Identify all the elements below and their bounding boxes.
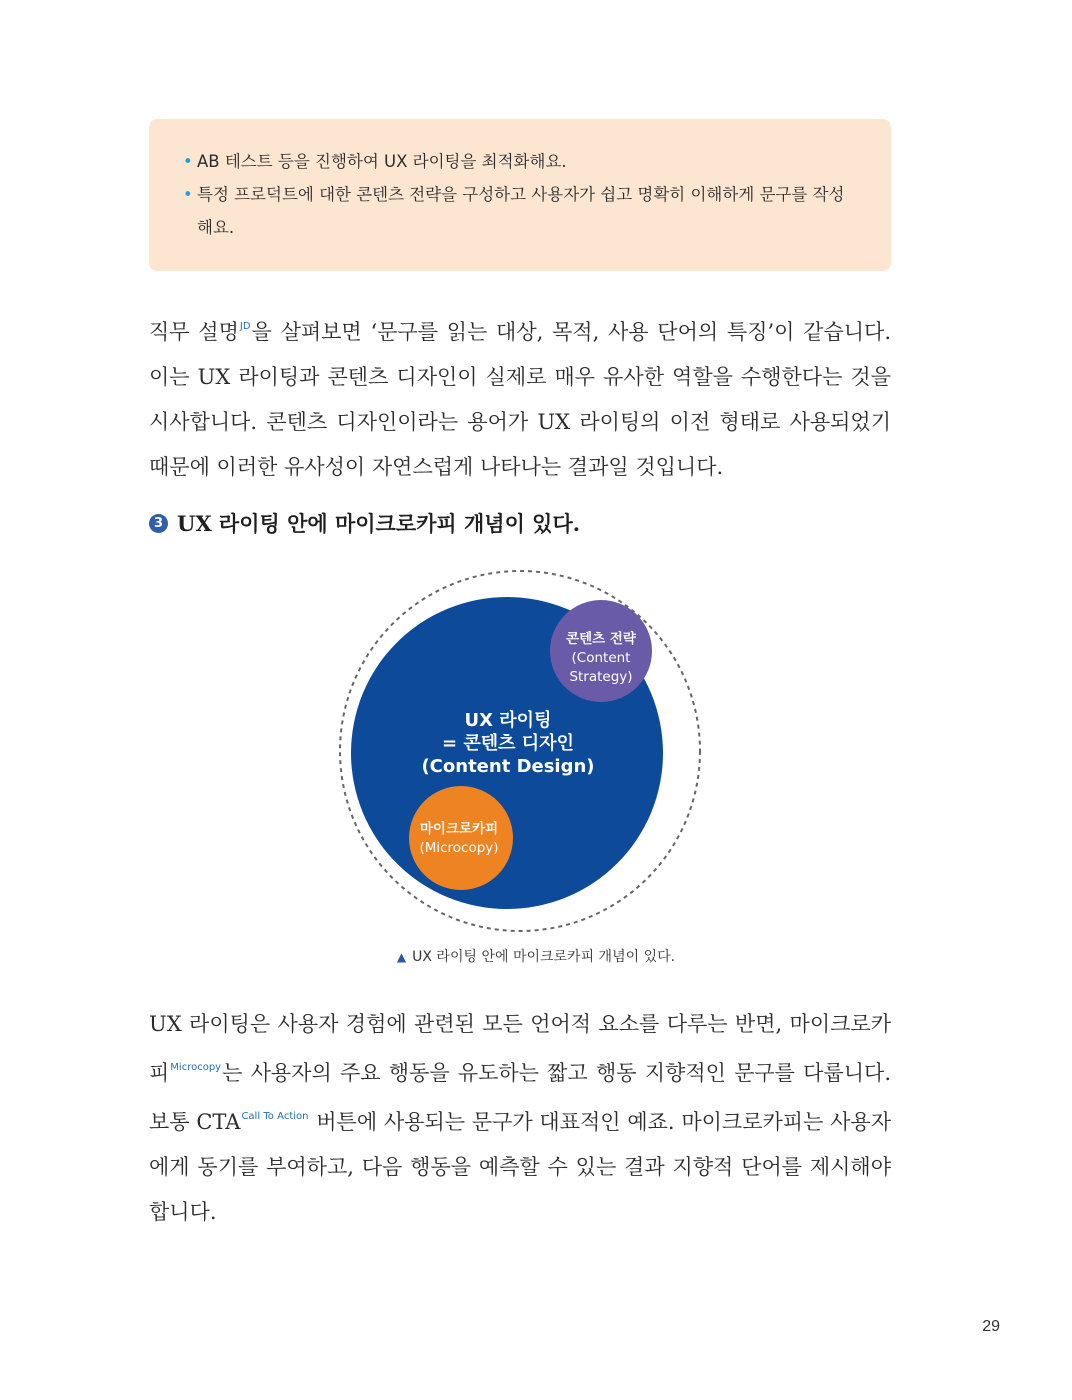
footnote-jd: JD — [239, 321, 251, 332]
callout-box — [149, 119, 891, 271]
paragraph-microcopy — [149, 1002, 891, 1235]
callout-item — [183, 178, 861, 244]
callout-item-text: AB 테스트 등을 진행하여 UX 라이팅을 최적화해요. — [197, 152, 567, 171]
paragraph-text: 을 살펴보면 ‘문구를 읽는 대상, 목적, 사용 단어의 특징’이 같습니다. 이는 UX 라이팅과 콘텐츠 디자인이 실제로 매우 유사한 역할을 수행한다는 것을 시사합니다. 콘텐츠 디자인이라는 용어가 UX 라이팅의 이전 형태로 사용되었기 때문에 이러한 유사성이 자연스럽게 나타나는 결과일 것입니다. — [149, 320, 891, 479]
paragraph-text: 버튼에 사용되는 문구가 대표적인 예죠. 마이크로카피는 사용자에게 동기를 부여하고, 다음 행동을 예측할 수 있는 결과 지향적 단어를 제시해야 합니다. — [149, 1110, 891, 1224]
callout-list — [183, 145, 861, 244]
paragraph-job-description — [149, 306, 891, 490]
ux-writing-label-line2: = 콘텐츠 디자인 — [442, 733, 574, 754]
bullet-icon: • — [183, 185, 193, 204]
bullet-icon: • — [183, 152, 193, 171]
callout-item — [183, 145, 861, 178]
paragraph-text: UX 라이팅은 사용자 경험에 관련된 모든 언어적 요소를 다루는 반면, 마이크로카피 — [149, 1012, 891, 1085]
content-strategy-label-line1: 콘텐츠 전략 — [566, 631, 636, 647]
paragraph-text: 직무 설명 — [149, 320, 239, 344]
paragraph-text: 는 사용자의 주요 행동을 유도하는 짧고 행동 지향적인 문구를 다룹니다. 보통 CTA — [149, 1061, 891, 1134]
ux-writing-label-line3: (Content Design) — [421, 756, 595, 777]
figure-caption — [0, 946, 1072, 966]
section-number-badge: 3 — [149, 514, 168, 533]
section-heading-text: UX 라이팅 안에 마이크로카피 개념이 있다. — [177, 511, 581, 536]
footnote-microcopy: Microcopy — [170, 1062, 222, 1073]
section-heading — [149, 508, 580, 538]
callout-item-text: 특정 프로덕트에 대한 콘텐츠 전략을 구성하고 사용자가 쉽고 명확히 이해하게 문구를 작성 해요. — [197, 185, 845, 237]
microcopy-label-line1: 마이크로카피 — [419, 821, 499, 837]
venn-diagram — [330, 565, 710, 940]
microcopy-circle — [409, 786, 513, 890]
footnote-cta: Call To Action — [241, 1111, 309, 1122]
caption-triangle-icon: ▲ — [396, 950, 407, 964]
caption-text: UX 라이팅 안에 마이크로카피 개념이 있다. — [412, 949, 676, 965]
page-number: 29 — [982, 1318, 1000, 1335]
ux-writing-label-line1: UX 라이팅 — [464, 710, 552, 731]
content-strategy-label-line2: (Content — [571, 650, 631, 666]
microcopy-label-line2: (Microcopy) — [419, 840, 499, 856]
content-strategy-label-line3: Strategy) — [569, 669, 633, 685]
